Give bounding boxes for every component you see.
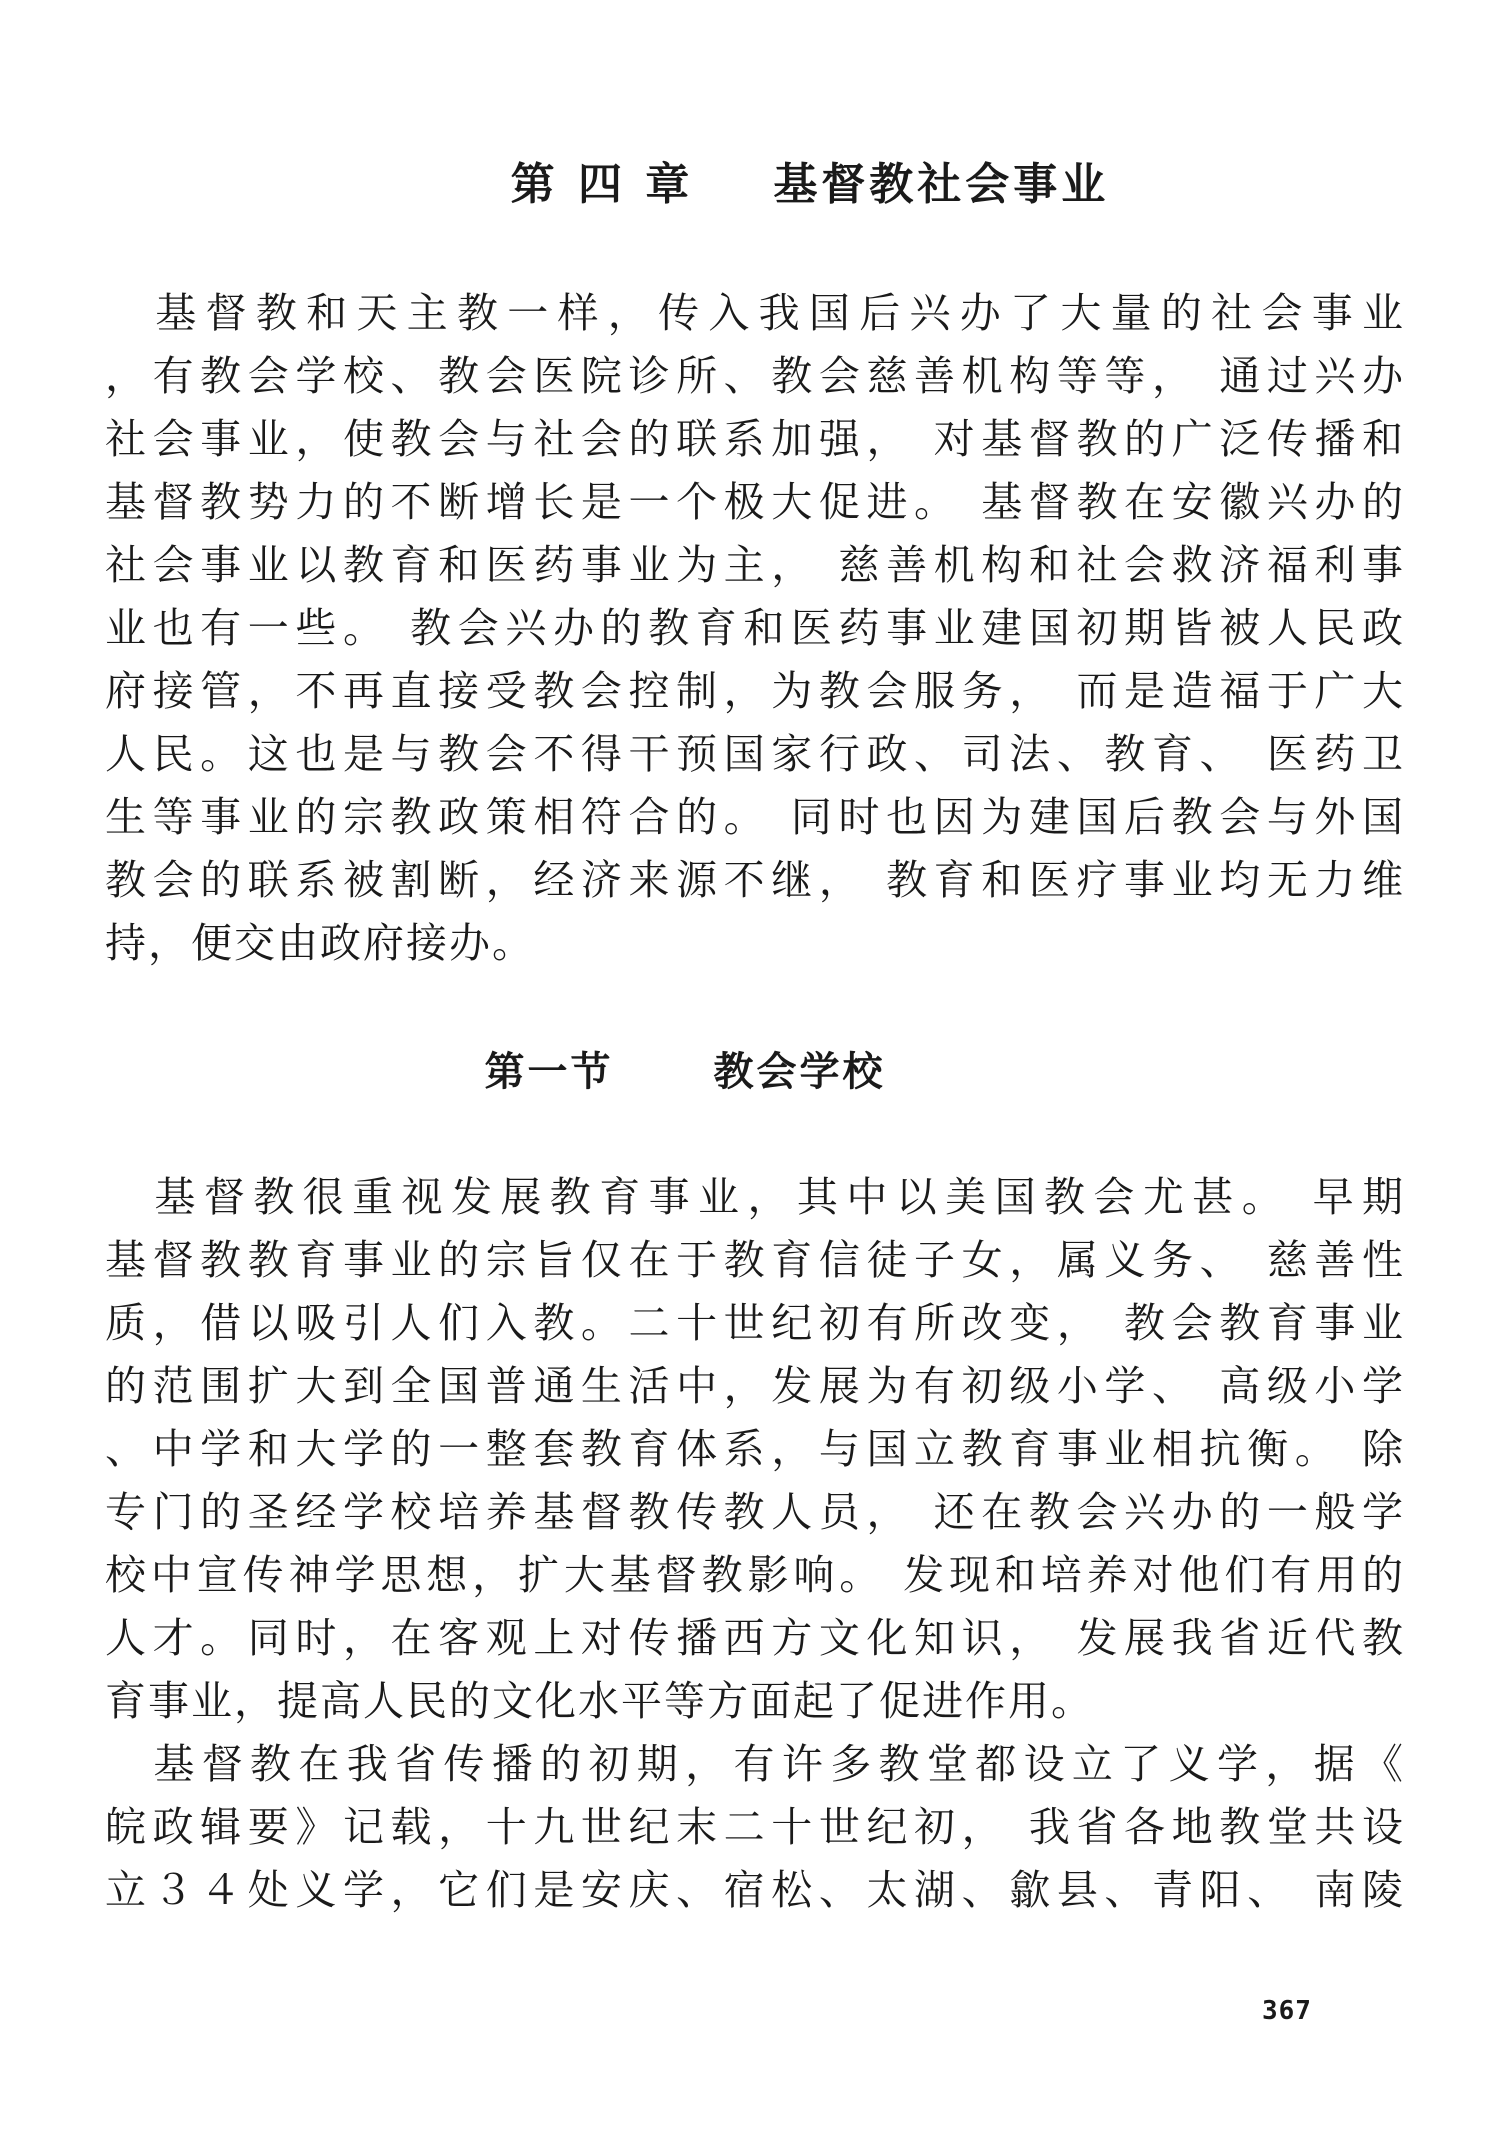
text-line: 、中学和大学的一整套教育体系，与国立教育事业相抗衡。 除 (105, 1425, 1405, 1473)
text-line: 社会事业，使教会与社会的联系加强， 对基督教的广泛传播和 (105, 415, 1405, 463)
text-line: 的范围扩大到全国普通生活中，发展为有初级小学、 高级小学 (105, 1362, 1405, 1410)
body-text (105, 1166, 1405, 1922)
text-line: 业也有一些。 教会兴办的教育和医药事业建国初期皆被人民政 (105, 604, 1405, 652)
section-number: 第一节 (484, 1049, 614, 1095)
text-line: 社会事业以教育和医药事业为主， 慈善机构和社会救济福利事 (105, 541, 1405, 589)
text-line: 基督教教育事业的宗旨仅在于教育信徒子女，属义务、 慈善性 (105, 1236, 1405, 1284)
text-line: 质，借以吸引人们入教。二十世纪初有所改变， 教会教育事业 (105, 1299, 1405, 1347)
text-line: 育事业，提高人民的文化水平等方面起了促进作用。 (105, 1677, 1094, 1725)
text-line: 人民。这也是与教会不得干预国家行政、司法、教育、 医药卫 (105, 730, 1405, 778)
text-line: 持，便交由政府接办。 (105, 919, 535, 967)
text-line: 人才。同时，在客观上对传播西方文化知识， 发展我省近代教 (105, 1614, 1405, 1662)
text-line: 立３４处义学，它们是安庆、宿松、太湖、歙县、青阳、 南陵 (105, 1866, 1405, 1914)
chapter-number: 第 四 章 (510, 159, 694, 210)
intro-paragraph (105, 282, 1405, 975)
chapter-heading (0, 148, 1500, 212)
text-line: 专门的圣经学校培养基督教传教人员， 还在教会兴办的一般学 (105, 1488, 1405, 1536)
text-line: 基督教在我省传播的初期，有许多教堂都设立了义学，据《 (105, 1740, 1405, 1788)
text-line: 皖政辑要》记载，十九世纪末二十世纪初， 我省各地教堂共设 (105, 1803, 1405, 1851)
text-line: 基督教很重视发展教育事业，其中以美国教会尤甚。 早期 (105, 1173, 1405, 1221)
text-line: 基督教势力的不断增长是一个极大促进。 基督教在安徽兴办的 (105, 478, 1405, 526)
text-line: 教会的联系被割断，经济来源不继， 教育和医疗事业均无力维 (105, 856, 1405, 904)
text-line: ，有教会学校、教会医院诊所、教会慈善机构等等， 通过兴办 (105, 352, 1405, 400)
page-number: 367 (1262, 1996, 1312, 2026)
section-title: 教会学校 (713, 1049, 886, 1095)
section-heading (0, 1040, 1500, 1097)
text-line: 基督教和天主教一样，传入我国后兴办了大量的社会事业 (105, 289, 1405, 337)
chapter-title: 基督教社会事业 (773, 159, 1110, 210)
text-line: 校中宣传神学思想，扩大基督教影响。 发现和培养对他们有用的 (105, 1551, 1405, 1599)
text-line: 生等事业的宗教政策相符合的。 同时也因为建国后教会与外国 (105, 793, 1405, 841)
text-line: 府接管，不再直接受教会控制，为教会服务， 而是造福于广大 (105, 667, 1405, 715)
